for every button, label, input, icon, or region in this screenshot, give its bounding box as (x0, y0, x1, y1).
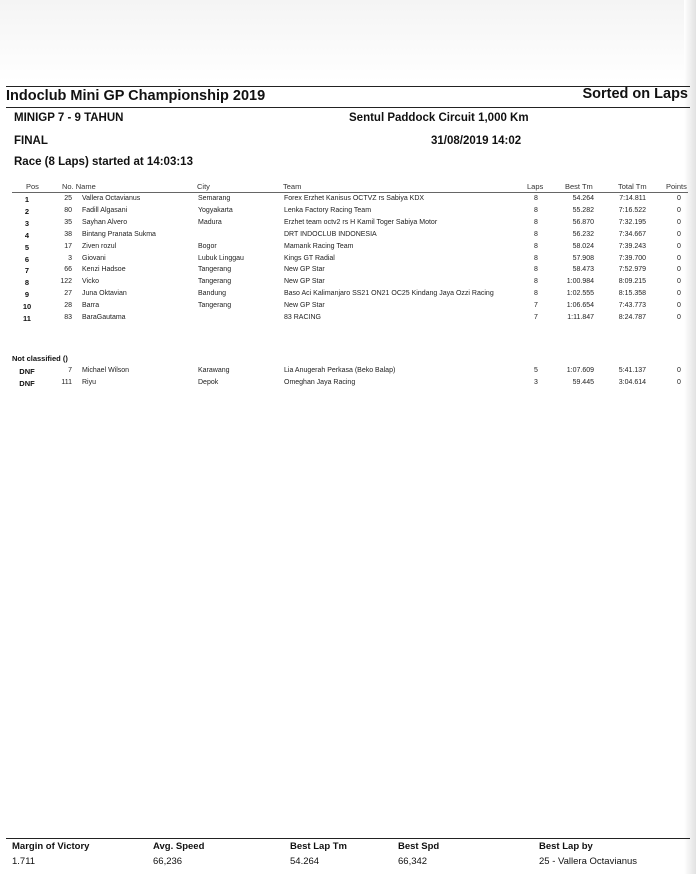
cell-name: Fadill Algasani (82, 206, 128, 214)
cell-laps: 8 (534, 254, 538, 262)
cell-total: 8:24.787 (618, 314, 646, 321)
cell-city: Bogor (198, 242, 217, 250)
cell-no: 17 (64, 242, 72, 250)
cell-total: 7:43.773 (618, 302, 646, 310)
cell-pos: 1 (24, 195, 30, 204)
cell-pos: 8 (24, 278, 30, 288)
avg-speed-value: 66,236 (153, 856, 183, 867)
cell-points: 0 (677, 230, 681, 238)
cell-team: New GP Star (284, 266, 325, 274)
cell-pos: DNF (19, 378, 35, 388)
cell-team: Erzhet team octv2 rs H Kamil Toger Sabiya Motor (284, 218, 438, 226)
cell-laps: 8 (534, 278, 538, 286)
session-name: FINAL (14, 135, 48, 147)
cell-points: 0 (677, 254, 681, 262)
col-laps: Laps (527, 182, 544, 191)
cell-total: 3:04.614 (618, 378, 646, 386)
cell-best: 1:00.984 (566, 278, 594, 286)
cell-no: 3 (68, 254, 72, 262)
cell-laps: 3 (534, 378, 538, 386)
cell-pos: 3 (24, 218, 30, 228)
cell-pos: 10 (22, 302, 32, 312)
cell-best: 56.232 (572, 230, 594, 238)
cell-name: Kenzi Hadsoe (82, 266, 126, 274)
cell-no: 25 (64, 195, 72, 202)
col-pos: Pos (26, 182, 39, 191)
cell-total: 7:34.667 (618, 230, 646, 238)
cell-city: Tangerang (198, 266, 232, 274)
cell-team: Forex Erzhet Kanisus OCTVZ rs Sabiya KDX (284, 195, 425, 202)
cell-best: 54.264 (572, 195, 594, 202)
cell-team: DRT INDOCLUB INDONESIA (284, 230, 377, 238)
cell-team: Lenka Factory Racing Team (284, 206, 372, 214)
cell-name: Juna Oktavian (82, 290, 127, 298)
cell-laps: 8 (534, 290, 538, 298)
cell-city: Yogyakarta (198, 206, 233, 214)
cell-pos: 4 (24, 230, 30, 240)
cell-points: 0 (677, 206, 681, 214)
cell-city: Depok (198, 378, 219, 386)
cell-pos: DNF (19, 367, 35, 376)
best-lap-by-label: Best Lap by (539, 841, 593, 852)
cell-total: 7:14.811 (619, 195, 646, 202)
race-info: Race (8 Laps) started at 14:03:13 (14, 156, 193, 168)
cell-no: 7 (68, 367, 72, 374)
cell-name: Giovani (82, 254, 106, 262)
cell-laps: 7 (534, 314, 538, 321)
cell-name: Barra (82, 302, 100, 310)
cell-points: 0 (677, 278, 681, 286)
cell-team: Kings GT Radial (284, 254, 335, 262)
cell-name: Michael Wilson (82, 367, 130, 374)
best-lap-value: 54.264 (290, 856, 320, 867)
cell-points: 0 (677, 195, 681, 202)
cell-best: 55.282 (572, 206, 594, 214)
cell-laps: 8 (534, 266, 538, 274)
cell-points: 0 (677, 367, 681, 374)
best-speed-label: Best Spd (398, 841, 440, 852)
cell-name: Riyu (82, 378, 97, 386)
circuit-name: Sentul Paddock Circuit 1,000 Km (349, 112, 529, 124)
cell-best: 58.473 (572, 266, 594, 274)
cell-laps: 5 (534, 367, 538, 374)
cell-laps: 8 (534, 230, 538, 238)
cell-team: 83 RACING (284, 314, 321, 321)
cell-best: 1:07.609 (566, 367, 594, 374)
col-no-name: No. Name (62, 182, 96, 191)
cell-no: 28 (64, 302, 72, 310)
cell-pos: 2 (24, 206, 30, 216)
session-datetime: 31/08/2019 14:02 (431, 135, 522, 147)
cell-team: Lia Anugerah Perkasa (Beko Balap) (284, 367, 396, 374)
cell-no: 111 (61, 378, 72, 386)
footer-rule (6, 838, 690, 839)
cell-total: 8:09.215 (618, 278, 646, 286)
cell-total: 7:16.522 (618, 206, 646, 214)
cell-points: 0 (677, 266, 681, 274)
cell-name: Ziven rozul (82, 242, 117, 250)
cell-points: 0 (677, 378, 681, 386)
best-speed-value: 66,342 (398, 856, 428, 867)
cell-no: 38 (64, 230, 72, 238)
cell-pos: 6 (24, 254, 30, 264)
cell-best: 1:02.555 (566, 290, 594, 298)
cell-city: Tangerang (198, 278, 232, 286)
cell-name: Vallera Octavianus (82, 195, 141, 202)
margin-label: Margin of Victory (12, 841, 90, 852)
cell-pos: 7 (24, 266, 30, 276)
cell-city: Lubuk Linggau (198, 254, 244, 262)
cell-best: 57.908 (572, 254, 594, 262)
page-shadow-right (684, 0, 696, 874)
col-total: Total Tm (618, 182, 647, 191)
cell-total: 5:41.137 (618, 367, 646, 374)
cell-team: New GP Star (284, 278, 325, 286)
cell-laps: 8 (534, 218, 538, 226)
cell-best: 1:06.654 (566, 302, 594, 310)
cell-no: 35 (64, 218, 72, 226)
cell-pos: 9 (24, 290, 30, 300)
sort-label: Sorted on Laps (582, 86, 688, 102)
cell-pos: 11 (23, 314, 31, 323)
cell-best: 58.024 (572, 242, 594, 250)
col-team: Team (283, 182, 302, 191)
margin-value: 1.711 (12, 856, 36, 867)
cell-name: BaraGautama (82, 314, 126, 321)
cell-best: 59.445 (572, 378, 594, 386)
cell-total: 7:52.979 (618, 266, 646, 274)
cell-no: 83 (64, 314, 72, 321)
cell-points: 0 (677, 302, 681, 310)
cell-laps: 8 (534, 242, 538, 250)
cell-no: 27 (64, 290, 72, 298)
cell-laps: 8 (534, 195, 538, 202)
header-bottom-rule (6, 107, 690, 108)
cell-total: 7:39.700 (618, 254, 646, 262)
col-city: City (197, 182, 210, 191)
cell-laps: 7 (534, 302, 538, 310)
cell-city: Karawang (198, 367, 230, 374)
cell-best: 56.870 (572, 218, 594, 226)
cell-name: Sayhan Alvero (82, 218, 128, 226)
avg-speed-label: Avg. Speed (153, 841, 205, 852)
best-lap-by-value: 25 - Vallera Octavianus (539, 856, 638, 867)
cell-team: Baso Aci Kalimanjaro SS21 ON21 OC25 Kindang Jaya Ozzi Racing (284, 290, 494, 298)
cell-points: 0 (677, 290, 681, 298)
cell-points: 0 (677, 218, 681, 226)
cell-team: New GP Star (284, 302, 325, 310)
cell-city: Tangerang (198, 302, 232, 310)
championship-title: Indoclub Mini GP Championship 2019 (6, 88, 266, 104)
not-classified-label: Not classified () (12, 354, 68, 363)
class-name: MINIGP 7 - 9 TAHUN (14, 112, 124, 124)
cell-no: 122 (60, 278, 72, 286)
cell-laps: 8 (534, 206, 538, 214)
cell-points: 0 (677, 242, 681, 250)
cell-total: 7:39.243 (618, 242, 646, 250)
cell-no: 80 (64, 206, 72, 214)
cell-pos: 5 (24, 242, 30, 252)
cell-total: 7:32.195 (618, 218, 646, 226)
cell-name: Bintang Pranata Sukma (82, 230, 156, 238)
header-underline (12, 192, 688, 193)
cell-city: Madura (198, 218, 222, 226)
page-shadow-top (0, 0, 696, 82)
cell-city: Semarang (198, 195, 231, 202)
best-lap-label: Best Lap Tm (290, 841, 348, 852)
cell-team: Omeghan Jaya Racing (284, 378, 356, 386)
cell-total: 8:15.358 (618, 290, 646, 298)
cell-points: 0 (677, 314, 681, 321)
cell-best: 1:11.847 (567, 314, 594, 321)
cell-team: Mamank Racing Team (284, 242, 354, 250)
col-points: Points (666, 182, 687, 191)
col-best: Best Tm (565, 182, 593, 191)
cell-no: 66 (64, 266, 72, 274)
cell-name: Vicko (82, 278, 99, 286)
cell-city: Bandung (198, 290, 227, 298)
